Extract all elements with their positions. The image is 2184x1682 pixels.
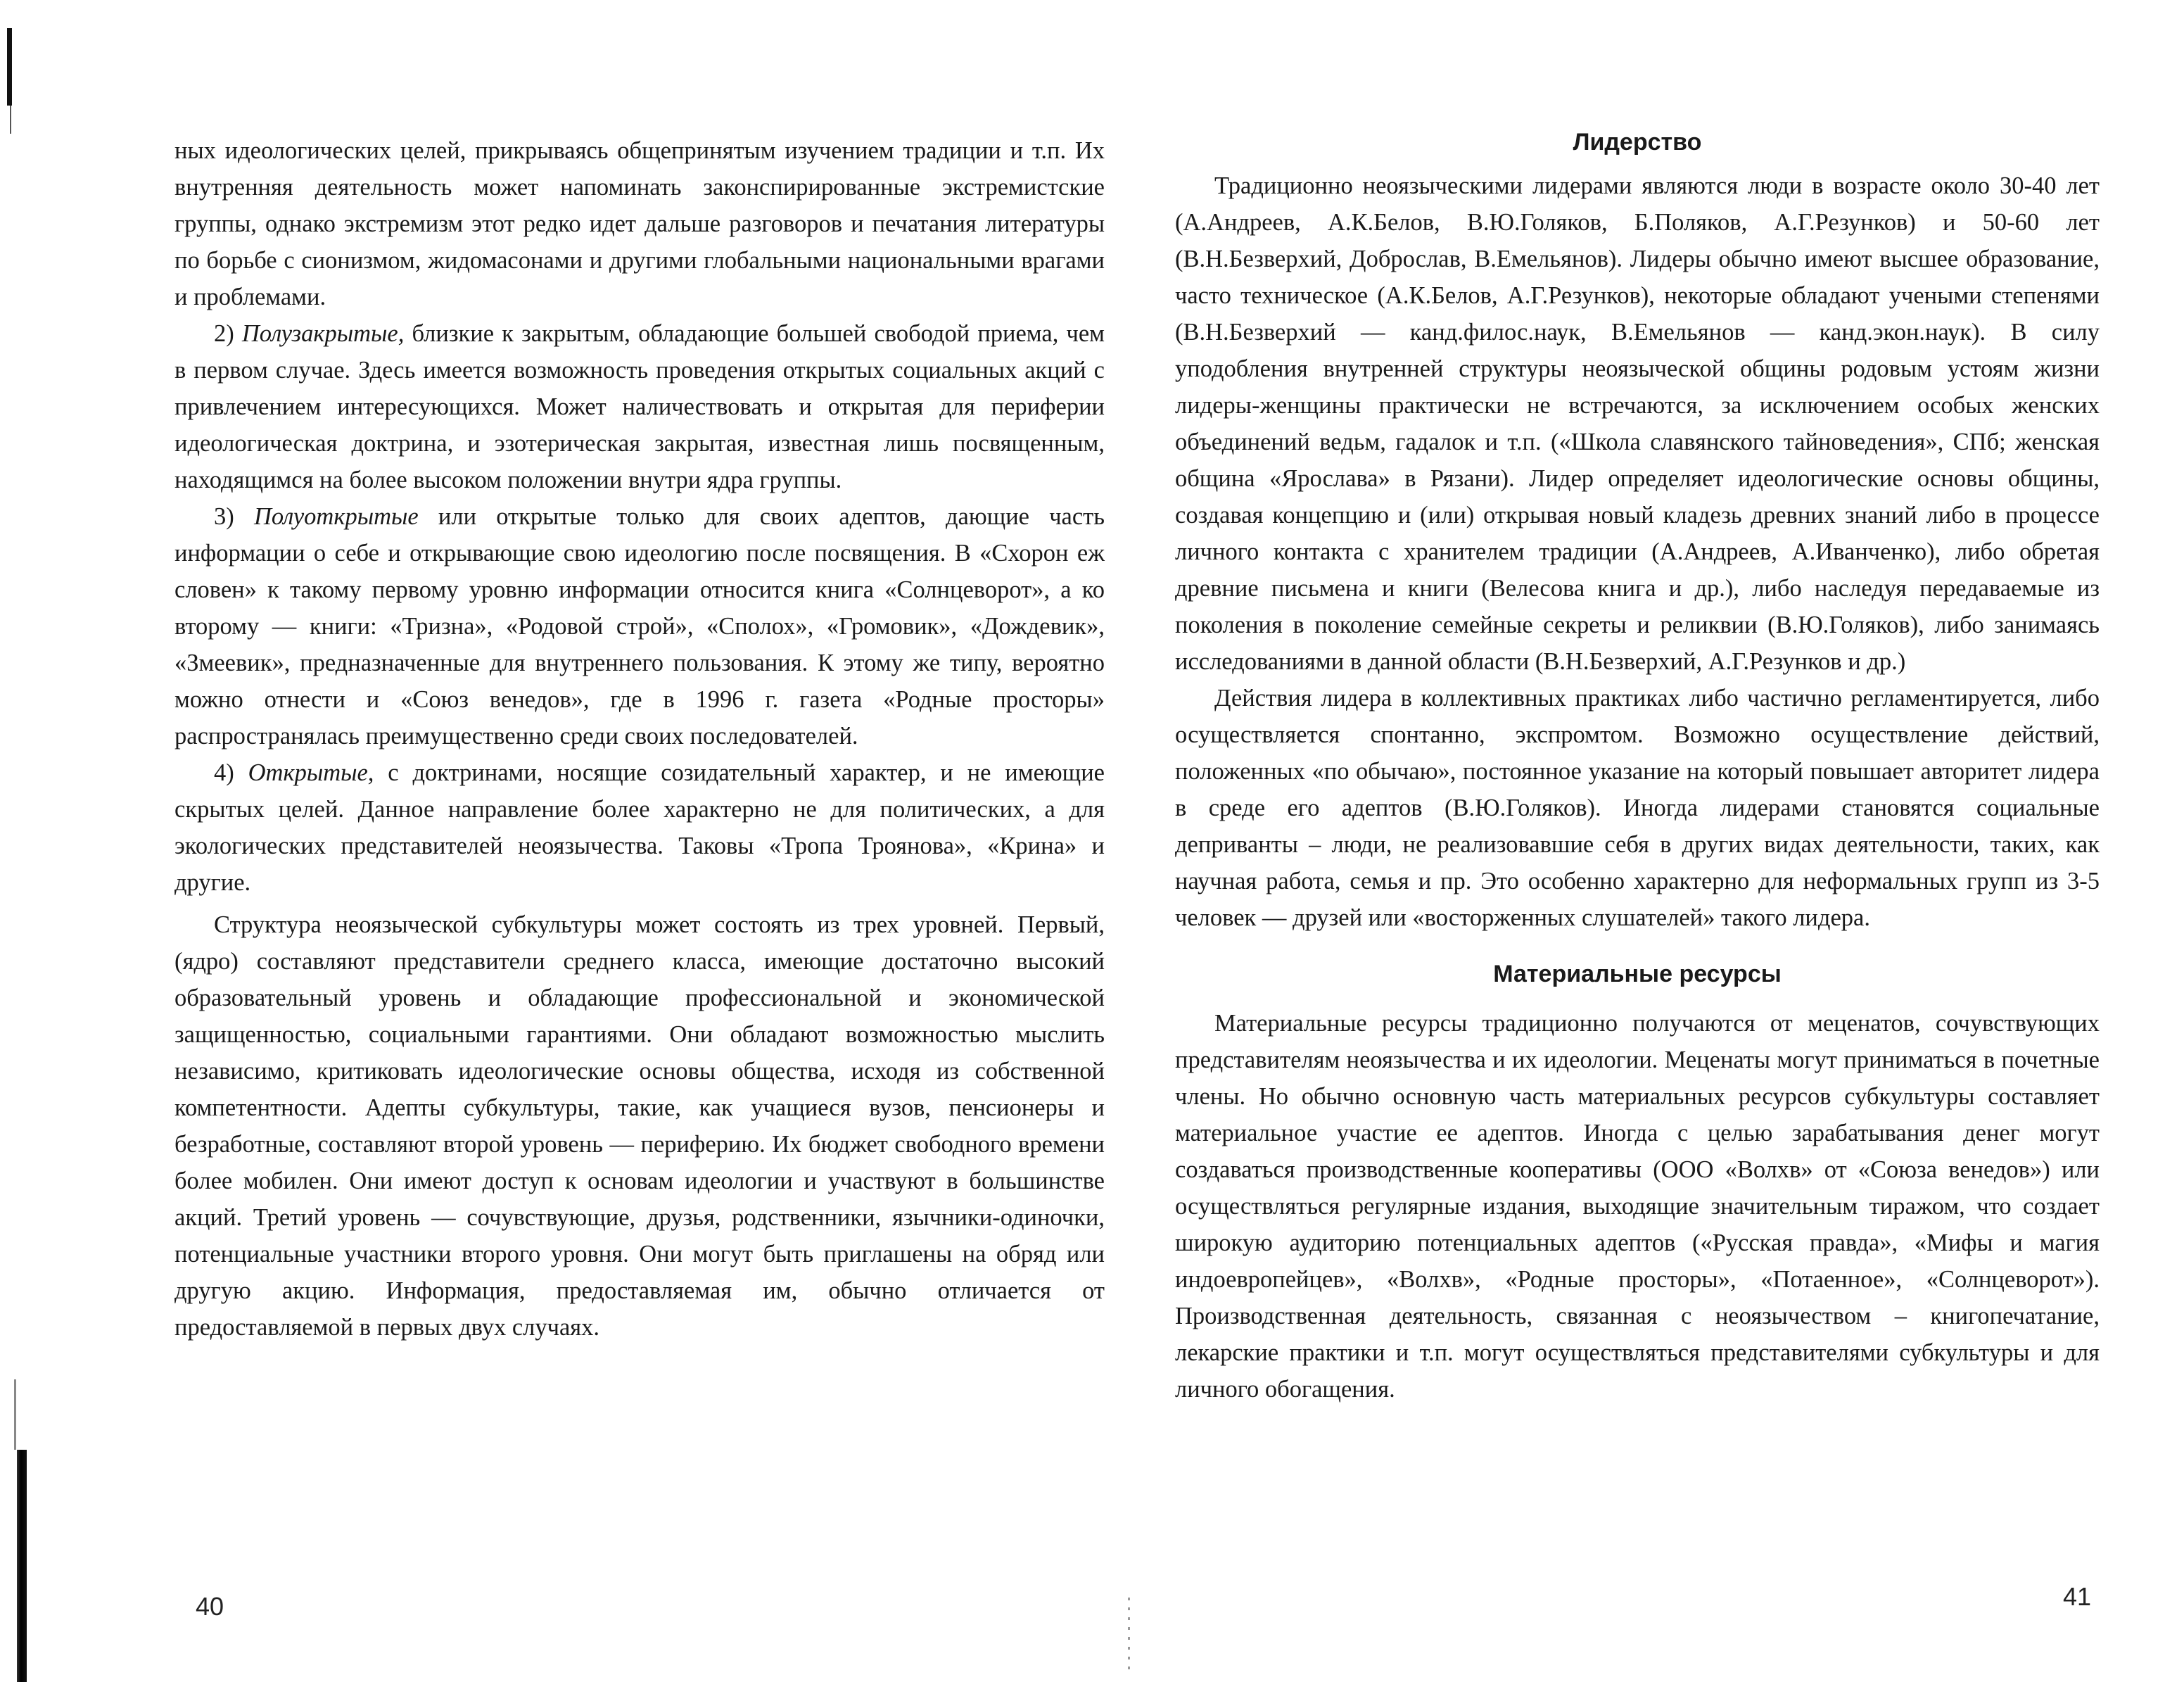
paragraph — [174, 315, 1105, 498]
paragraph-body: с доктринами, носящие созидательный характер, и не имеющие скрытых целей. Данное направление более характерно не для политических, а для экологических представителей неоязычества. Таковы «Тропа Троянова», «Крина» и другие. — [174, 759, 1105, 896]
paragraph-body: близкие к закрытым, обладающие большей свободой приема, чем в первом случае. Здесь имеется возможность проведения открытых социальных акций с привлечением интересующихся. Может наличествовать и открытая для периферии идеологическая доктрина, и эзотерическая закрытая, известная лишь посвященным, находящимся на более высоком положении внутри ядра группы. — [174, 320, 1105, 493]
page-number: 40 — [196, 1592, 224, 1621]
left-page-text — [174, 132, 1105, 1346]
term-italic: Полуоткрытые — [253, 503, 419, 530]
paragraph: Структура неоязыческой субкультуры может состоять из трех уровней. Первый, (ядро) составляют представители среднего класса, имеющие достаточно высокий образовательный уровень и обладающие профессиональной и экономической защищенностью, социальными гарантиями. Они обладают возможностью мыслить независимо, критиковать идеологические основы общества, исходя из собственной компетентности. Адепты субкультуры, такие, как учащиеся вузов, пенсионеры и безработные, составляют второй уровень — периферию. Их бюджет свободного времени более мобилен. Они имеют доступ к основам идеологии и участвуют в большинстве акций. Третий уровень — сочувствующие, друзья, родственники, язычники-одиночки, потенциальные участники второго уровня. Они могут быть приглашены на обряд или другую акцию. Информация, предоставляемая им, обычно отличается от предоставляемой в первых двух случаях. — [174, 911, 1105, 1341]
paragraph: Действия лидера в коллективных практиках либо частично регламентируется, либо осуществляется спонтанно, экспромтом. Возможно осуществление действий, положенных «по обычаю», постоянное указание на который повышает авторитет лидера в среде его адептов (В.Ю.Голяков). Иногда лидерами становятся социальные деприванты – люди, не реализовавшие себя в других видах деятельности, таких, как научная работа, семья и пр. Это особенно характерно для неформальных групп из 3-5 человек — друзей или «восторженных слушателей» такого лидера. — [1175, 685, 2100, 931]
term-italic: Полузакрытые, — [241, 320, 405, 347]
list-number: 4) — [214, 759, 248, 786]
paragraph — [174, 754, 1105, 901]
section-heading-resources: Материальные ресурсы — [1493, 961, 1782, 987]
paragraph: ных идеологических целей, прикрываясь общепринятым изучением традиции и т.п. Их внутренняя деятельность может напоминать законспирированные экстремистские группы, однако экстремизм этот редко идет дальше разговоров и печатания литературы по борьбе с сионизмом, жидомасонами и другими глобальными национальными врагами и проблемами. — [174, 137, 1105, 310]
list-number: 2) — [214, 320, 242, 347]
right-page-text — [1175, 124, 2100, 1408]
paragraph: Материальные ресурсы традиционно получаются от меценатов, сочувствующих представителям неоязычества и их идеологии. Меценаты могут приниматься в почетные члены. Но обычно основную часть материальных ресурсов субкультуры составляет материальное участие ее адептов. Иногда с целью зарабатывания денег могут создаваться производственные кооперативы (ООО «Волхв» от «Союза венедов») или осуществляться регулярные издания, выходящие значительным тиражом, что создает широкую аудиторию потенциальных адептов («Русская правда», «Мифы и магия индоевропейцев», «Волхв», «Родные просторы», «Потаенное», «Солнцеворот»). Производственная деятельность, связанная с неоязычеством – книгопечатание, лекарские практики и т.п. могут осуществляться представителями субкультуры и для личного обогащения. — [1175, 1010, 2100, 1403]
paragraph-body: или открытые только для своих адептов, дающие часть информации о себе и открывающие свою идеологию после посвящения. В «Схорон еж словен» к такому первому уровню информации относится книга «Солнцеворот», а ко второму — книги: «Тризна», «Родовой строй», «Сполох», «Громовик», «Дождевик», «Змеевик», предназначенные для внутреннего пользования. К этому же типу, вероятно можно отнести и «Союз венедов», где в 1996 г. газета «Родные просторы» распространялась преимущественно среди своих последователей. — [174, 503, 1105, 750]
page-number: 41 — [2063, 1582, 2092, 1611]
paragraph — [174, 498, 1105, 754]
paragraph: Традиционно неоязыческими лидерами являются люди в возрасте около 30-40 лет (А.Андреев, А.К.Белов, В.Ю.Голяков, Б.Поляков, А.Г.Резунков) и 50-60 лет (В.Н.Безверхий, Доброслав, В.Емельянов). Лидеры обычно имеют высшее образование, часто техническое (А.К.Белов, А.Г.Резунков), некоторые обладают учеными степенями (В.Н.Безверхий — канд.филос.наук, В.Емельянов — канд.экон.наук). В силу уподобления внутренней структуры неоязыческой общины родовым устоям жизни лидеры-женщины практически не встречаются, за исключением особых женских объединений ведьм, гадалок и т.п. («Школа славянского тайноведения», СПб; женская община «Ярослава» в Рязани). Лидер определяет идеологические основы общины, создавая концепцию и (или) открывая новый кладезь древних знаний либо в процессе личного контакта с хранителем традиции (А.Андреев, А.Иванченко), либо обретая древние письмена и книги (Велесова книга и др.), либо наследуя передаваемые из поколения в поколение семейные секреты и реликвии (В.Ю.Голяков), либо занимаясь исследованиями в данной области (В.Н.Безверхий, А.Г.Резунков и др.) — [1175, 172, 2100, 675]
term-italic: Открытые, — [248, 759, 374, 786]
list-number: 3) — [214, 503, 254, 530]
right-page — [1092, 0, 2184, 1682]
section-heading-leadership: Лидерство — [1573, 129, 1702, 156]
